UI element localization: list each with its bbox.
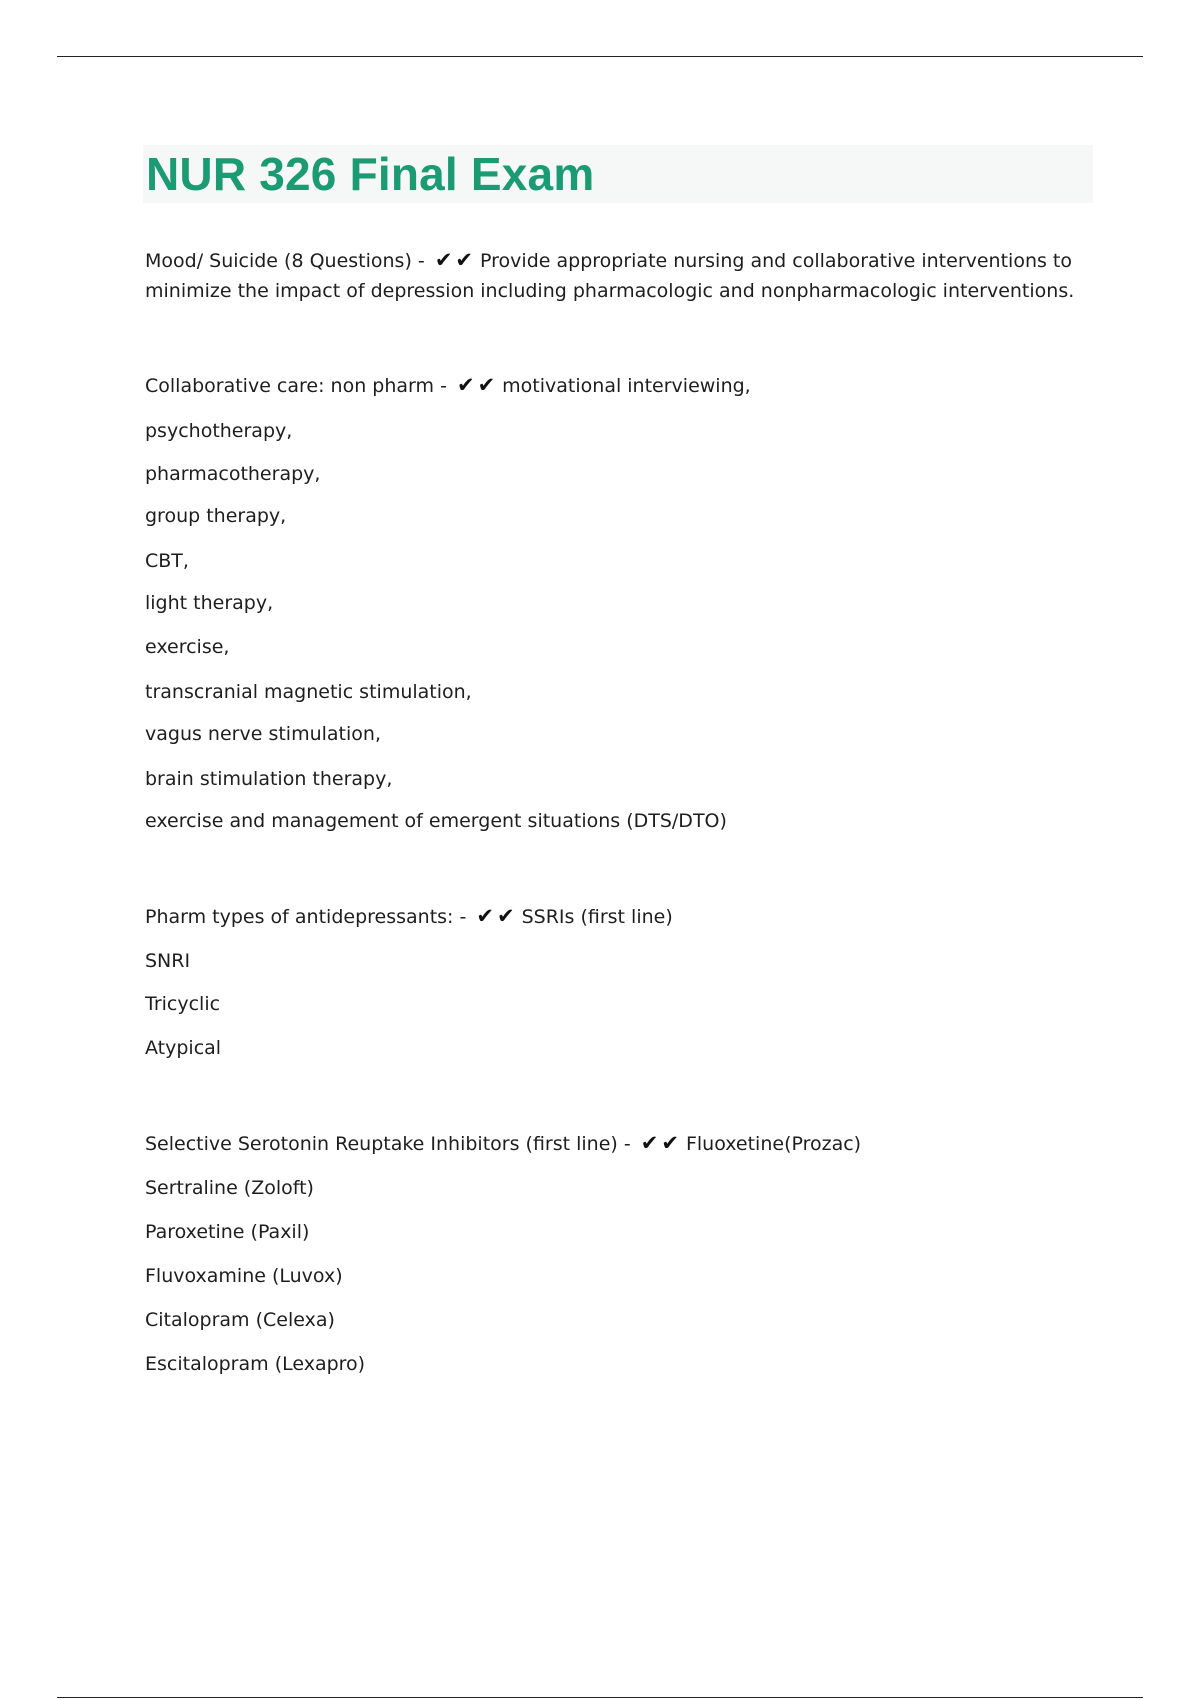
list-item: pharmacotherapy, <box>145 463 321 485</box>
double-check-icon: ✔✔ <box>456 373 499 397</box>
double-check-icon: ✔✔ <box>434 248 477 272</box>
card-ssri <box>145 1128 1095 1379</box>
list-item: group therapy, <box>145 505 287 527</box>
card-term: Pharm types of antidepressants: - <box>145 906 467 928</box>
list-item: exercise and management of emergent situations (DTS/DTO) <box>145 810 727 832</box>
list-item: Tricyclic <box>145 993 221 1015</box>
double-check-icon: ✔✔ <box>476 904 518 928</box>
card-first-line <box>145 245 1095 306</box>
card-antidepressant-types <box>145 901 1095 1063</box>
list-item: Fluvoxamine (Luvox) <box>145 1265 343 1287</box>
card-term: Selective Serotonin Reuptake Inhibitors (first line) - <box>145 1133 631 1155</box>
card-mood-suicide <box>145 245 1095 306</box>
header-rule <box>57 56 1143 57</box>
footer-rule <box>57 1697 1143 1698</box>
list-item: Atypical <box>145 1037 222 1059</box>
list-item: transcranial magnetic stimulation, <box>145 681 472 703</box>
card-answer: SSRIs (first line) <box>521 906 673 928</box>
card-term: Mood/ Suicide (8 Questions) - <box>145 250 425 272</box>
list-item: Paroxetine (Paxil) <box>145 1221 310 1243</box>
list-item: Sertraline (Zoloft) <box>145 1177 314 1199</box>
double-check-icon: ✔✔ <box>640 1131 682 1155</box>
list-item: brain stimulation therapy, <box>145 768 393 790</box>
list-item: CBT, <box>145 550 189 572</box>
list-item: psychotherapy, <box>145 420 293 442</box>
card-first-line <box>145 1128 1095 1159</box>
card-first-line <box>145 901 1095 932</box>
list-item: vagus nerve stimulation, <box>145 723 381 745</box>
document-title: NUR 326 Final Exam <box>146 148 595 200</box>
list-item: Escitalopram (Lexapro) <box>145 1353 366 1375</box>
list-item: exercise, <box>145 636 230 658</box>
card-first-line <box>145 370 1095 401</box>
list-item: Citalopram (Celexa) <box>145 1309 335 1331</box>
card-collaborative-care <box>145 370 1095 836</box>
list-item: SNRI <box>145 950 191 972</box>
card-answer: motivational interviewing, <box>502 375 751 397</box>
card-answer: Fluoxetine(Prozac) <box>685 1133 862 1155</box>
card-answer: Provide appropriate nursing and collaborative interventions to minimize the impact of depression including pharmacologic and nonpharmacologic interventions. <box>145 250 1075 302</box>
document-body <box>145 245 1095 1379</box>
list-item: light therapy, <box>145 592 274 614</box>
card-term: Collaborative care: non pharm - <box>145 375 447 397</box>
